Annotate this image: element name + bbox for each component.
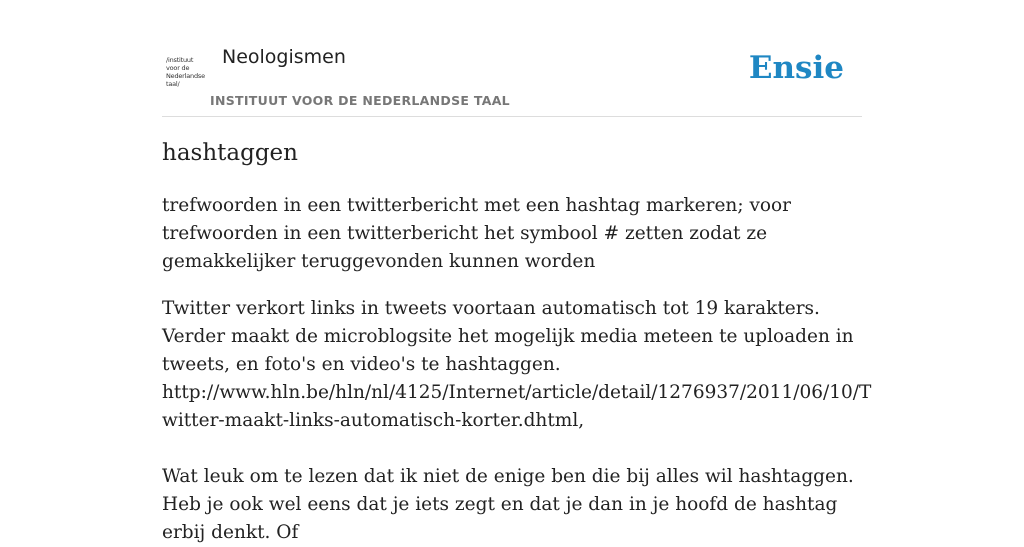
logo-line: /instituut (166, 56, 194, 64)
example-source-link[interactable]: http://www.hln.be/hln/nl/4125/Internet/article/detail/1276937/2011/06/10/Twitter-maakt-links-automatisch-korter.dhtml, (162, 382, 872, 431)
ensie-brand-link[interactable]: Ensie (748, 50, 844, 86)
institute-name: INSTITUUT VOOR DE NEDERLANDSE TAAL (210, 93, 510, 108)
header (162, 40, 862, 117)
paragraph-spacer (162, 435, 880, 463)
logo-line: Nederlandse (166, 72, 205, 80)
example-text: Twitter verkort links in tweets voortaan automatisch tot 19 karakters. Verder maakt de microblogsite het mogelijk media meteen te uploaden in tweets, en foto's en video's te hashtaggen. (162, 298, 854, 375)
institute-logo[interactable] (166, 56, 206, 90)
site-name-link[interactable]: Neologismen (222, 46, 346, 68)
example-text: Wat leuk om te lezen dat ik niet de enige ben die bij alles wil hashtaggen. Heb je ook wel eens dat je iets zegt en dat je dan in je hoofd de hashtag erbij denkt. Of (162, 466, 854, 543)
entry-definition: trefwoorden in een twitterbericht met een hashtag markeren; voor trefwoorden in een twitterbericht het symbool # zetten zodat ze gemakkelijker teruggevonden kunnen worden (162, 195, 792, 272)
entry-examples (162, 295, 880, 547)
logo-line: voor de (166, 64, 190, 72)
entry-title: hashtaggen (162, 140, 298, 166)
logo-line: taal/ (166, 80, 180, 88)
